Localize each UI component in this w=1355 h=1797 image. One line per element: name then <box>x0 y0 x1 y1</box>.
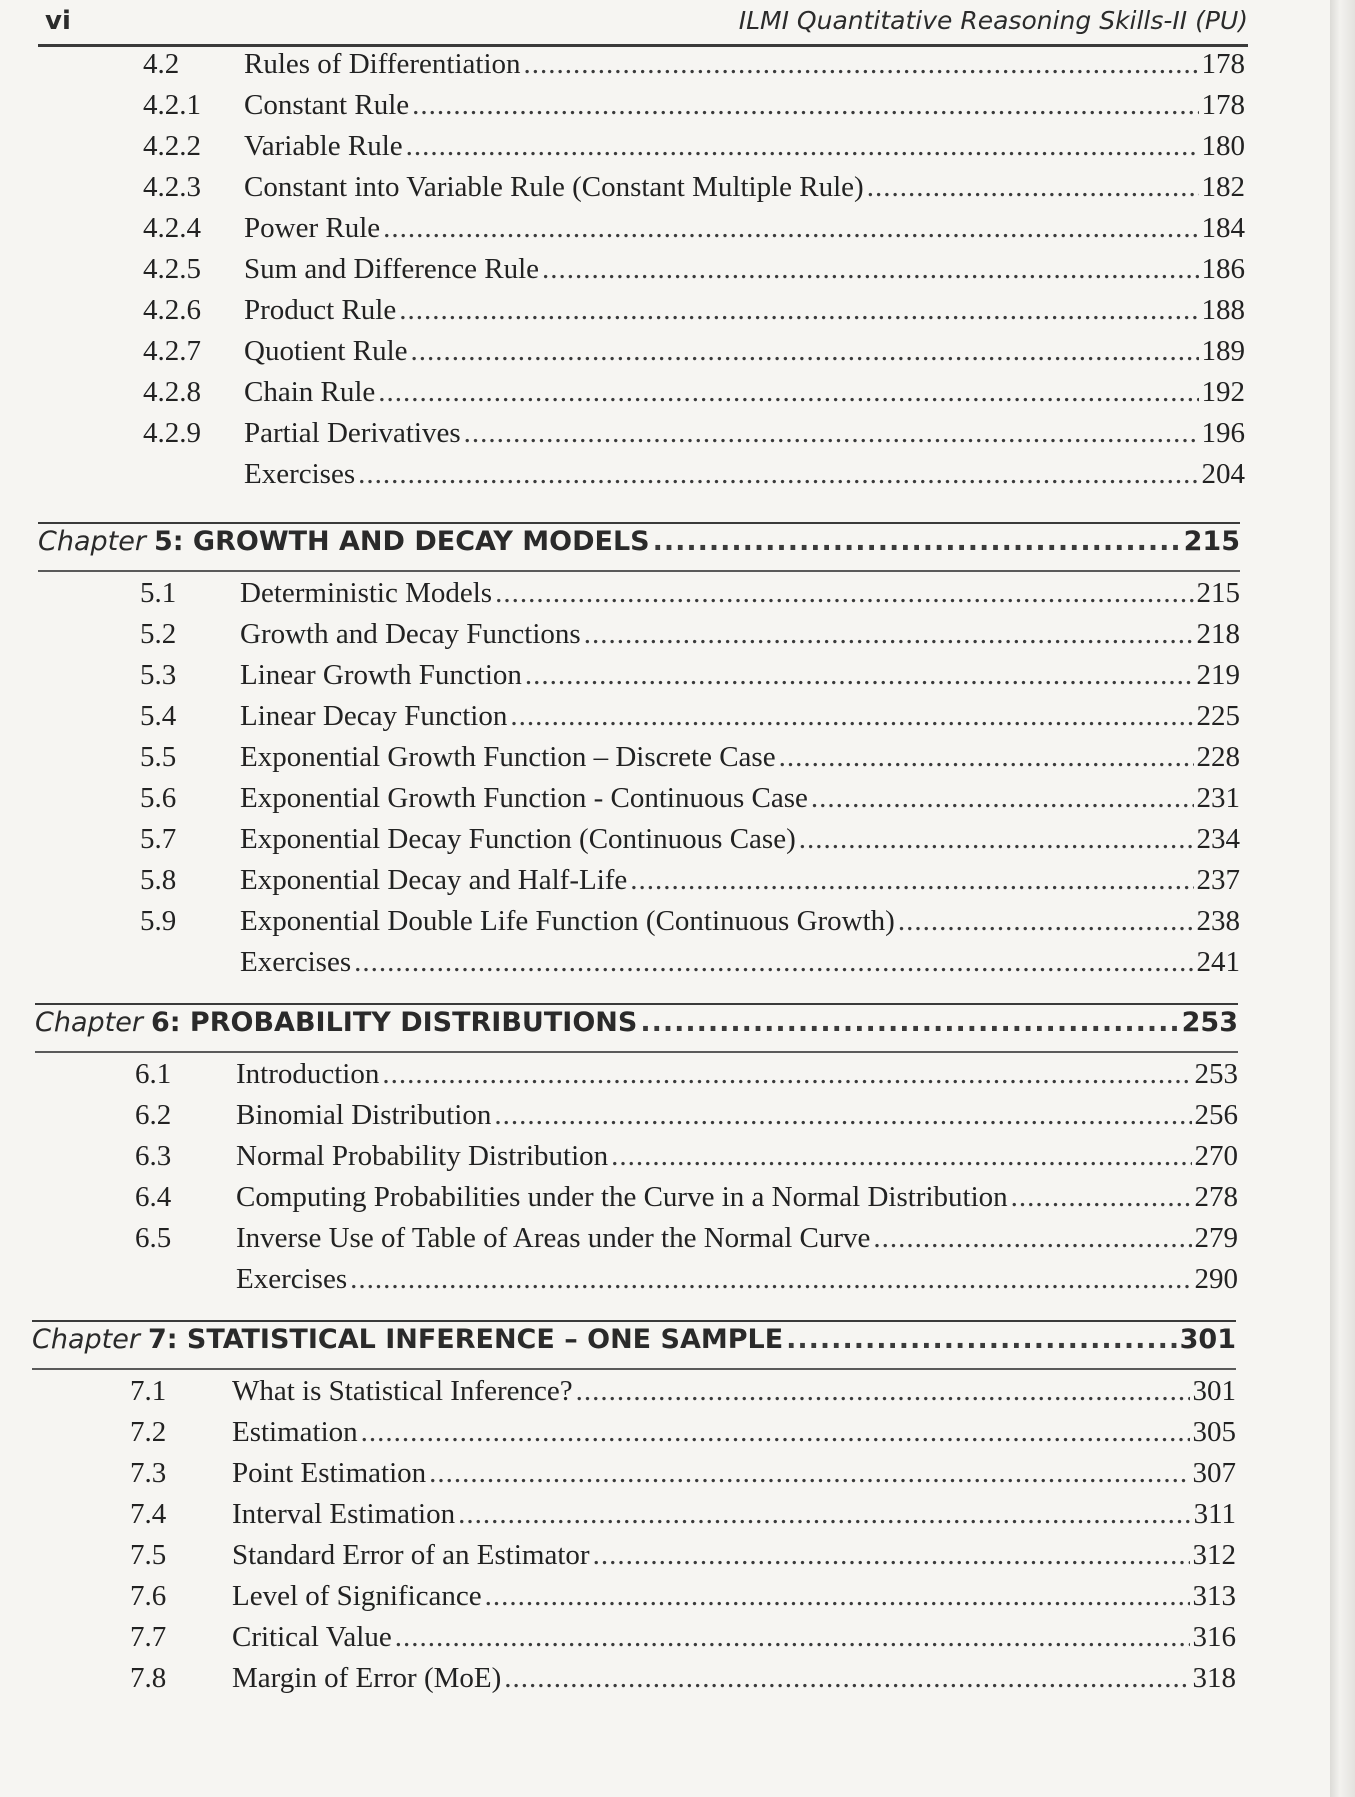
entry-title: Growth and Decay Functions <box>240 618 581 650</box>
dot-leader <box>799 823 1194 856</box>
chapter-page-number: 215 <box>1183 526 1240 557</box>
entry-number: 4.2.2 <box>143 130 201 162</box>
entry-number: 7.6 <box>130 1580 167 1612</box>
toc-entry[interactable] <box>130 1498 1236 1536</box>
dot-leader <box>640 1007 1178 1038</box>
entry-page-number: 305 <box>1192 1416 1236 1448</box>
entry-title: Critical Value <box>232 1621 392 1653</box>
dot-leader <box>399 294 1198 327</box>
running-header-title: ILMI Quantitative Reasoning Skills-II (PU) <box>738 6 1248 35</box>
entry-page-number: 204 <box>1201 458 1245 490</box>
dot-leader <box>411 335 1199 368</box>
entry-title: Exercises <box>240 946 352 978</box>
entry-page-number: 182 <box>1201 171 1245 203</box>
entry-title: Exponential Growth Function - Continuous Case <box>240 782 808 814</box>
dot-leader <box>630 864 1193 897</box>
entry-page-number: 313 <box>1192 1580 1236 1612</box>
dot-leader <box>584 618 1194 651</box>
entry-number: 4.2.8 <box>143 376 201 408</box>
dot-leader <box>510 700 1193 733</box>
dot-leader <box>412 89 1198 122</box>
entry-number: 4.2.7 <box>143 335 201 367</box>
dot-leader <box>542 253 1198 286</box>
toc-entry[interactable] <box>135 1263 1238 1301</box>
dot-leader <box>382 1058 1191 1091</box>
chapter-title: 6: PROBABILITY DISTRIBUTIONS <box>150 1007 638 1038</box>
entry-number: 4.2.3 <box>143 171 201 203</box>
entry-title: Standard Error of an Estimator <box>232 1539 590 1571</box>
dot-leader <box>464 417 1199 450</box>
entry-title: Exponential Decay and Half-Life <box>240 864 628 896</box>
entry-title: Exercises <box>236 1263 348 1295</box>
entry-page-number: 231 <box>1196 782 1240 814</box>
entry-title: Rules of Differentiation <box>244 48 521 80</box>
entry-title: What is Statistical Inference? <box>232 1375 573 1407</box>
toc-entry[interactable] <box>130 1416 1236 1454</box>
entry-page-number: 234 <box>1196 823 1240 855</box>
entry-number: 4.2.1 <box>143 89 201 121</box>
toc-entry[interactable] <box>143 89 1245 127</box>
toc-entry[interactable] <box>143 376 1245 414</box>
dot-leader <box>378 376 1198 409</box>
toc-entry[interactable] <box>140 700 1240 738</box>
dot-leader <box>593 1539 1190 1572</box>
dot-leader <box>458 1498 1190 1531</box>
entry-page-number: 312 <box>1192 1539 1236 1571</box>
toc-entry[interactable] <box>135 1099 1238 1137</box>
toc-entry[interactable] <box>135 1140 1238 1178</box>
chapter-title: 5: GROWTH AND DECAY MODELS <box>153 526 650 557</box>
dot-leader <box>495 577 1193 610</box>
toc-entry[interactable] <box>135 1222 1238 1260</box>
entry-page-number: 218 <box>1196 618 1240 650</box>
toc-entry[interactable] <box>140 905 1240 943</box>
entry-page-number: 241 <box>1196 946 1240 978</box>
chapter-page-number: 253 <box>1181 1007 1238 1038</box>
toc-entry[interactable] <box>130 1662 1236 1700</box>
entry-page-number: 215 <box>1196 577 1240 609</box>
toc-entry[interactable] <box>130 1375 1236 1413</box>
entry-number: 4.2.5 <box>143 253 201 285</box>
entry-number: 7.3 <box>130 1457 167 1489</box>
dot-leader <box>867 171 1199 204</box>
dot-leader <box>524 48 1199 81</box>
toc-entry[interactable] <box>140 741 1240 779</box>
entry-number: 4.2.4 <box>143 212 201 244</box>
chapter-rule-bottom <box>32 1368 1236 1370</box>
entry-title: Inverse Use of Table of Areas under the Normal Curve <box>236 1222 871 1254</box>
entry-number: 4.2.9 <box>143 417 201 449</box>
entry-page-number: 228 <box>1196 741 1240 773</box>
toc-entry[interactable] <box>140 823 1240 861</box>
entry-number: 7.1 <box>130 1375 167 1407</box>
entry-page-number: 290 <box>1194 1263 1238 1295</box>
chapter-heading[interactable] <box>38 526 1240 570</box>
entry-title: Level of Significance <box>232 1580 482 1612</box>
entry-number: 7.7 <box>130 1621 167 1653</box>
entry-number: 5.9 <box>140 905 177 937</box>
entry-page-number: 186 <box>1201 253 1245 285</box>
entry-number: 5.5 <box>140 741 177 773</box>
dot-leader <box>485 1580 1190 1613</box>
dot-leader <box>653 526 1181 557</box>
entry-number: 6.5 <box>135 1222 172 1254</box>
entry-title: Exponential Double Life Function (Continuous Growth) <box>240 905 895 937</box>
chapter-heading[interactable] <box>32 1324 1236 1368</box>
entry-title: Exercises <box>244 458 356 490</box>
entry-number: 5.8 <box>140 864 177 896</box>
toc-entry[interactable] <box>140 864 1240 902</box>
entry-page-number: 178 <box>1201 48 1245 80</box>
entry-page-number: 219 <box>1196 659 1240 691</box>
entry-title: Deterministic Models <box>240 577 493 609</box>
dot-leader <box>779 741 1194 774</box>
entry-page-number: 225 <box>1196 700 1240 732</box>
dot-leader <box>395 1621 1190 1654</box>
dot-leader <box>504 1662 1189 1695</box>
entry-number: 7.2 <box>130 1416 167 1448</box>
toc-entry[interactable] <box>143 253 1245 291</box>
entry-page-number: 238 <box>1196 905 1240 937</box>
chapter-rule-bottom <box>38 570 1240 572</box>
entry-title: Binomial Distribution <box>236 1099 492 1131</box>
entry-title: Normal Probability Distribution <box>236 1140 609 1172</box>
chapter-rule-bottom <box>35 1051 1238 1053</box>
toc-entry[interactable] <box>130 1580 1236 1618</box>
toc-entry[interactable] <box>143 335 1245 373</box>
chapter-word: Chapter <box>38 526 146 557</box>
entry-number: 7.8 <box>130 1662 167 1694</box>
dot-leader <box>350 1263 1191 1296</box>
dot-leader <box>898 905 1194 938</box>
entry-number: 6.3 <box>135 1140 172 1172</box>
entry-number: 5.4 <box>140 700 177 732</box>
entry-title: Introduction <box>236 1058 380 1090</box>
chapter-word: Chapter <box>35 1007 143 1038</box>
entry-number: 5.2 <box>140 618 177 650</box>
dot-leader <box>1011 1181 1192 1214</box>
toc-entry[interactable] <box>143 417 1245 455</box>
page-number-label: vi <box>45 6 71 36</box>
entry-page-number: 253 <box>1194 1058 1238 1090</box>
toc-entry[interactable] <box>135 1181 1238 1219</box>
entry-page-number: 192 <box>1201 376 1245 408</box>
dot-leader <box>361 1416 1190 1449</box>
entry-title: Linear Decay Function <box>240 700 508 732</box>
entry-title: Sum and Difference Rule <box>244 253 540 285</box>
entry-page-number: 256 <box>1194 1099 1238 1131</box>
entry-number: 7.4 <box>130 1498 167 1530</box>
entry-page-number: 189 <box>1201 335 1245 367</box>
entry-number: 4.2.6 <box>143 294 201 326</box>
entry-page-number: 316 <box>1192 1621 1236 1653</box>
entry-title: Quotient Rule <box>244 335 408 367</box>
chapter-rule-top <box>35 1003 1238 1005</box>
dot-leader <box>406 130 1199 163</box>
entry-number: 7.5 <box>130 1539 167 1571</box>
entry-page-number: 178 <box>1201 89 1245 121</box>
entry-page-number: 237 <box>1196 864 1240 896</box>
entry-title: Chain Rule <box>244 376 376 408</box>
chapter-page-number: 301 <box>1179 1324 1236 1355</box>
toc-entry[interactable] <box>135 1058 1238 1096</box>
entry-title: Point Estimation <box>232 1457 427 1489</box>
entry-page-number: 196 <box>1201 417 1245 449</box>
entry-number: 4.2 <box>143 48 180 80</box>
entry-title: Margin of Error (MoE) <box>232 1662 502 1694</box>
dot-leader <box>786 1324 1176 1355</box>
toc-entry[interactable] <box>143 171 1245 209</box>
dot-leader <box>811 782 1194 815</box>
entry-title: Power Rule <box>244 212 381 244</box>
entry-title: Exponential Decay Function (Continuous Case) <box>240 823 796 855</box>
chapter-rule-top <box>38 522 1240 524</box>
entry-number: 5.7 <box>140 823 177 855</box>
entry-number: 5.3 <box>140 659 177 691</box>
entry-title: Variable Rule <box>244 130 403 162</box>
entry-number: 5.1 <box>140 577 177 609</box>
entry-number: 6.1 <box>135 1058 172 1090</box>
dot-leader <box>354 946 1193 979</box>
toc-entry[interactable] <box>143 48 1245 86</box>
toc-entry[interactable] <box>140 577 1240 615</box>
entry-title: Constant into Variable Rule (Constant Multiple Rule) <box>244 171 864 203</box>
dot-leader <box>494 1099 1191 1132</box>
entry-number: 6.4 <box>135 1181 172 1213</box>
toc-entry[interactable] <box>140 618 1240 656</box>
entry-page-number: 188 <box>1201 294 1245 326</box>
entry-page-number: 180 <box>1201 130 1245 162</box>
toc-entry[interactable] <box>143 130 1245 168</box>
entry-title: Product Rule <box>244 294 397 326</box>
page-edge-shadow <box>1330 0 1355 1797</box>
entry-title: Interval Estimation <box>232 1498 456 1530</box>
toc-entry[interactable] <box>140 946 1240 984</box>
chapter-heading[interactable] <box>35 1007 1238 1051</box>
toc-entry[interactable] <box>143 212 1245 250</box>
header-rule <box>38 44 1248 47</box>
entry-page-number: 270 <box>1194 1140 1238 1172</box>
entry-page-number: 278 <box>1194 1181 1238 1213</box>
toc-entry[interactable] <box>143 458 1245 496</box>
toc-entry[interactable] <box>130 1621 1236 1659</box>
entry-title: Partial Derivatives <box>244 417 461 449</box>
entry-page-number: 318 <box>1192 1662 1236 1694</box>
dot-leader <box>611 1140 1191 1173</box>
dot-leader <box>358 458 1198 491</box>
entry-title: Estimation <box>232 1416 358 1448</box>
entry-title: Constant Rule <box>244 89 410 121</box>
toc-entry[interactable] <box>143 294 1245 332</box>
toc-entry[interactable] <box>130 1539 1236 1577</box>
dot-leader <box>429 1457 1189 1490</box>
entry-number: 6.2 <box>135 1099 172 1131</box>
entry-title: Linear Growth Function <box>240 659 522 691</box>
chapter-rule-top <box>32 1320 1236 1322</box>
toc-entry[interactable] <box>140 782 1240 820</box>
chapter-word: Chapter <box>32 1324 140 1355</box>
chapter-title: 7: STATISTICAL INFERENCE – ONE SAMPLE <box>147 1324 784 1355</box>
entry-title: Computing Probabilities under the Curve in a Normal Distribution <box>236 1181 1008 1213</box>
entry-page-number: 184 <box>1201 212 1245 244</box>
toc-entry[interactable] <box>130 1457 1236 1495</box>
entry-page-number: 311 <box>1193 1498 1236 1530</box>
dot-leader <box>525 659 1194 692</box>
entry-page-number: 307 <box>1192 1457 1236 1489</box>
entry-number: 5.6 <box>140 782 177 814</box>
dot-leader <box>576 1375 1190 1408</box>
toc-entry[interactable] <box>140 659 1240 697</box>
dot-leader <box>383 212 1198 245</box>
entry-title: Exponential Growth Function – Discrete Case <box>240 741 776 773</box>
dot-leader <box>873 1222 1191 1255</box>
entry-page-number: 301 <box>1192 1375 1236 1407</box>
entry-page-number: 279 <box>1194 1222 1238 1254</box>
